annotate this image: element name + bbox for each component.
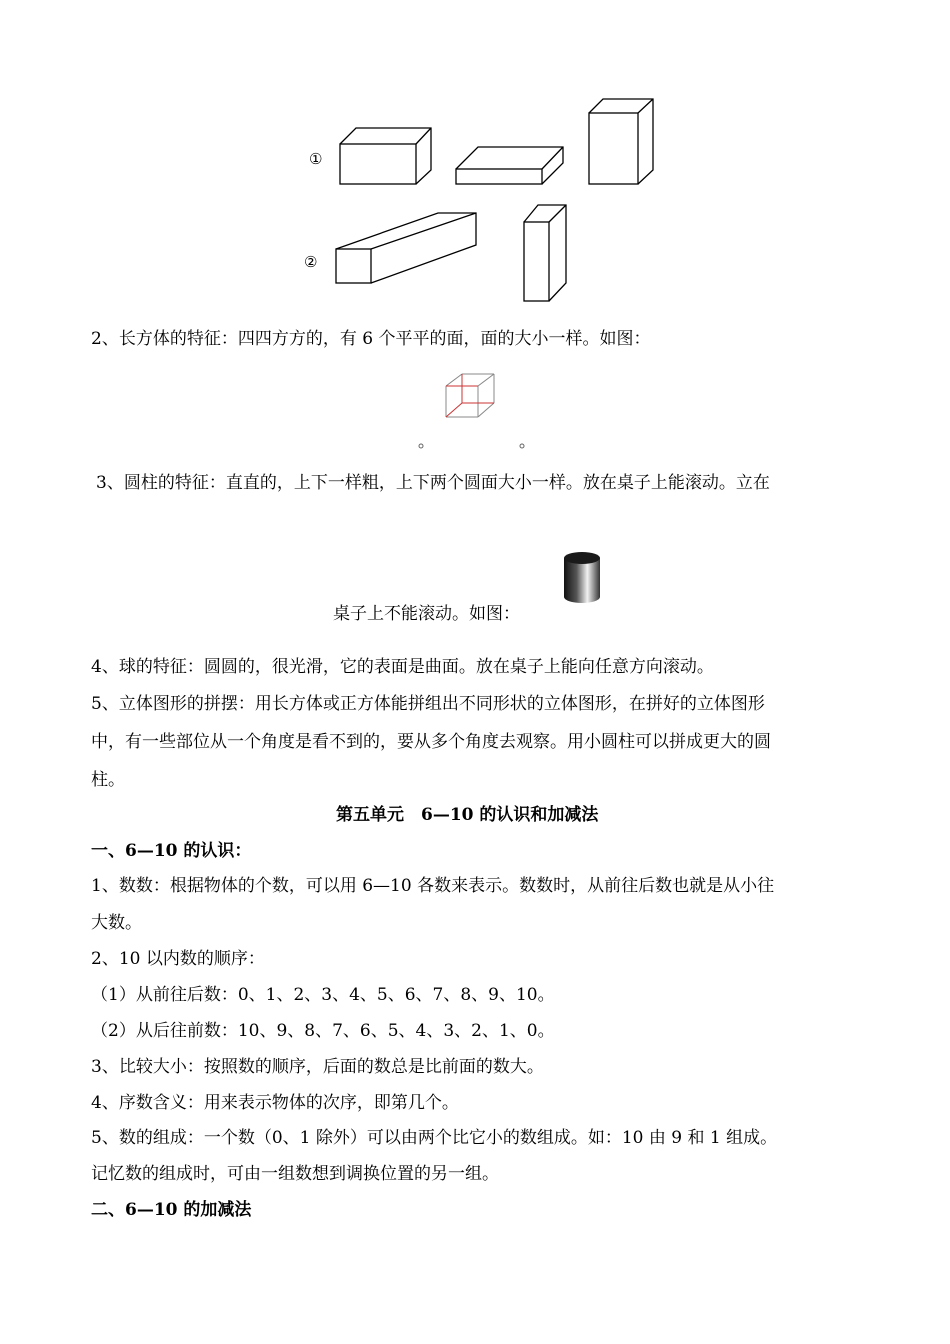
section1-heading: 一、6—10 的认识：: [91, 841, 252, 861]
p5-line2: 记忆数的组成时，可由一组数想到调换位置的另一组。: [91, 1164, 499, 1184]
p1-line1: 1、数数：根据物体的个数，可以用 6—10 各数来表示。数数时，从前往后数也就是从小往: [91, 876, 775, 896]
p2-b: （2）从后往前数：10、9、8、7、6、5、4、3、2、1、0。: [91, 1021, 555, 1041]
cylinder-text-line2: 桌子上不能滚动。如图：: [333, 604, 520, 624]
figure-label-1: ①: [309, 150, 323, 168]
p2: 2、10 以内数的顺序：: [91, 949, 265, 969]
sphere-text: 4、球的特征：圆圆的，很光滑，它的表面是曲面。放在桌子上能向任意方向滚动。: [91, 657, 714, 677]
figure-label-2: ②: [304, 253, 318, 271]
assembly-line2: 中，有一些部位从一个角度是看不到的，要从多个角度去观察。用小圆柱可以拼成更大的圆: [91, 732, 771, 752]
cylinder-text-line1: 3、圆柱的特征：直直的，上下一样粗，上下两个圆面大小一样。放在桌子上能滚动。立在: [96, 473, 770, 493]
cuboid-text: 2、长方体的特征：四四方方的，有 6 个平平的面，面的大小一样。如图：: [91, 329, 651, 349]
p5-line1: 5、数的组成：一个数（0、1 除外）可以由两个比它小的数组成。如：10 由 9 和 1 组成。: [91, 1128, 778, 1148]
p4: 4、序数含义：用来表示物体的次序，即第几个。: [91, 1093, 459, 1113]
p2-a: （1）从前往后数：0、1、2、3、4、5、6、7、8、9、10。: [91, 985, 555, 1005]
p1-line2: 大数。: [91, 913, 142, 933]
assembly-line1: 5、立体图形的拼摆：用长方体或正方体能拼组出不同形状的立体图形，在拼好的立体图形: [91, 694, 765, 714]
p3: 3、比较大小：按照数的顺序，后面的数总是比前面的数大。: [91, 1057, 544, 1077]
section2-heading: 二、6—10 的加减法: [91, 1200, 252, 1220]
cylinder-figure: [0, 0, 950, 620]
unit5-title: 第五单元 6—10 的认识和加减法: [336, 805, 599, 825]
assembly-line3: 柱。: [91, 770, 125, 790]
